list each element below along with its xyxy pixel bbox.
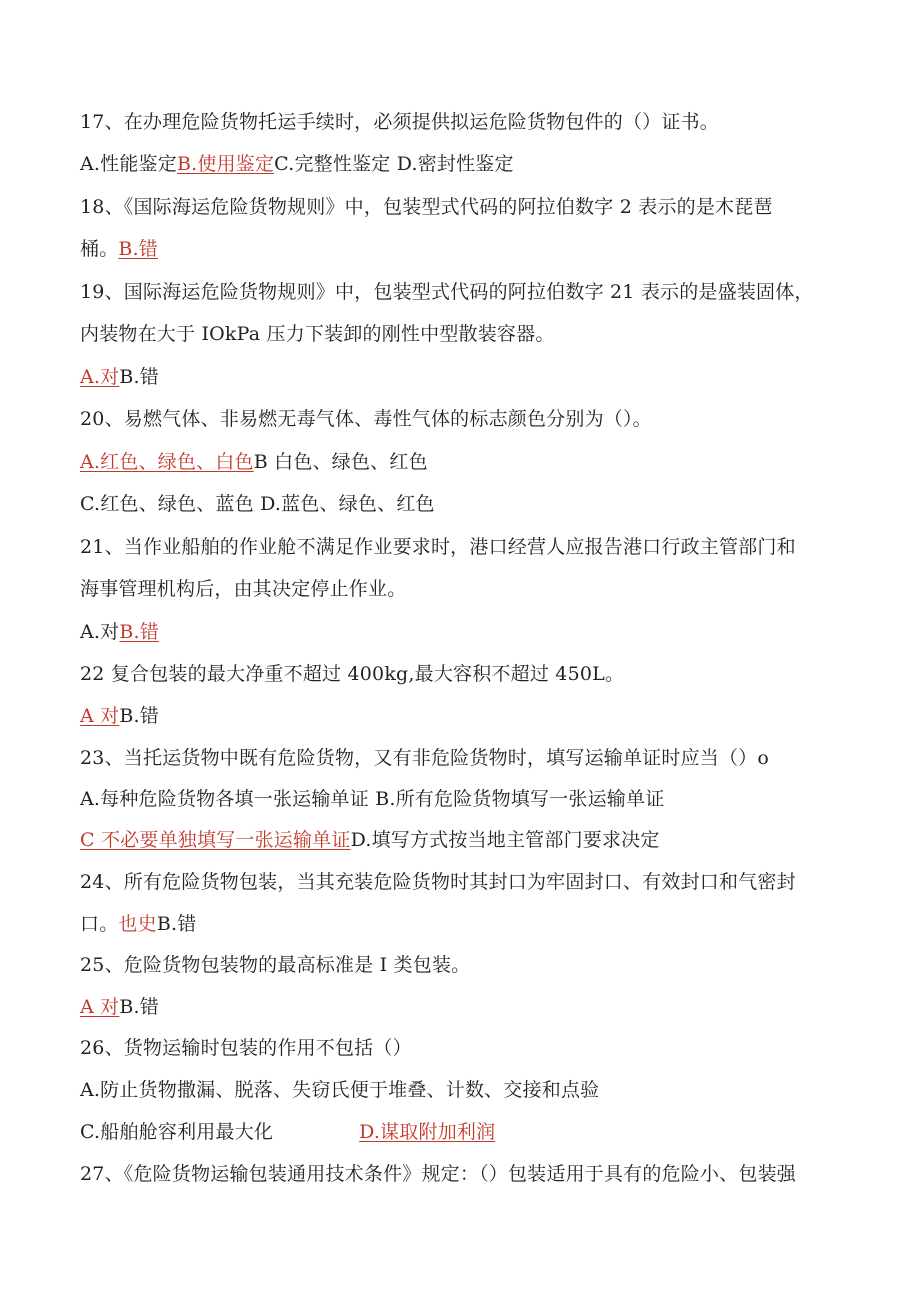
question-21-continued: 海事管理机构后，由其决定停止作业。 [80,578,407,600]
question-21: 21、当作业船舶的作业舱不满足作业要求时，港口经营人应报告港口行政主管部门和 [80,536,796,558]
question-24-continued: 口。也史B.错 [80,913,197,935]
question-24: 24、所有危险货物包装，当其充装危险货物时其封口为牢固封口、有效封口和气密封 [80,871,796,893]
answer-highlight: 也史 [118,913,157,935]
answer-highlight: C 不必要单独填写一张运输单证 [80,829,351,851]
options-20-c: C.红色、绿色、蓝色 D.蓝色、绿色、红色 [80,493,435,515]
answer-highlight: B.错 [118,238,159,260]
options-19: A.对B.错 [80,366,159,388]
question-23: 23、当托运货物中既有危险货物，又有非危险货物时，填写运输单证时应当（）o [80,747,770,769]
answer-highlight: B.使用鉴定 [176,153,275,175]
question-20: 20、易燃气体、非易燃无毒气体、毒性气体的标志颜色分别为（）。 [80,408,652,430]
options-26-c: C.船舶舱容利用最大化 D.谋取附加利润 [80,1121,496,1143]
answer-highlight: A 对 [80,996,120,1018]
question-25: 25、危险货物包装物的最高标准是 I 类包装。 [80,954,471,976]
options-21: A.对B.错 [80,621,159,643]
question-27: 27、《危险货物运输包装通用技术条件》规定：（）包装适用于具有的危险小、包装强 [80,1163,796,1185]
answer-highlight: A.红色、绿色、白色 [80,451,254,473]
question-18: 18、《国际海运危险货物规则》中，包装型式代码的阿拉伯数字 2 表示的是木琵琶 [80,196,773,218]
question-17: 17、在办理危险货物托运手续时，必须提供拟运危险货物包件的（）证书。 [80,111,719,133]
options-20-a: A.红色、绿色、白色B 白色、绿色、红色 [80,451,428,473]
options-17: A.性能鉴定B.使用鉴定C.完整性鉴定 D.密封性鉴定 [80,153,514,175]
options-22: A 对B.错 [80,705,159,727]
answer-highlight: B.错 [119,621,159,643]
options-23-a: A.每种危险货物各填一张运输单证 B.所有危险货物填写一张运输单证 [80,788,665,810]
question-19-continued: 内装物在大于 IOkPa 压力下装卸的刚性中型散装容器。 [80,323,555,345]
options-26-a: A.防止货物撒漏、脱落、失窃氏便于堆叠、计数、交接和点验 [80,1079,600,1101]
question-19: 19、国际海运危险货物规则》中，包装型式代码的阿拉伯数字 21 表示的是盛装固体， [80,281,814,303]
answer-highlight: A.对 [80,366,120,388]
question-26: 26、货物运输时包装的作用不包括（） [80,1037,412,1059]
question-18-continued: 桶。B.错 [80,238,159,260]
options-23-c: C 不必要单独填写一张运输单证D.填写方式按当地主管部门要求决定 [80,829,660,851]
question-22: 22 复合包装的最大净重不超过 400kg,最大容积不超过 450L。 [80,663,625,685]
options-25: A 对B.错 [80,996,159,1018]
answer-highlight: A 对 [80,705,120,727]
answer-highlight: D.谋取附加利润 [359,1121,496,1143]
